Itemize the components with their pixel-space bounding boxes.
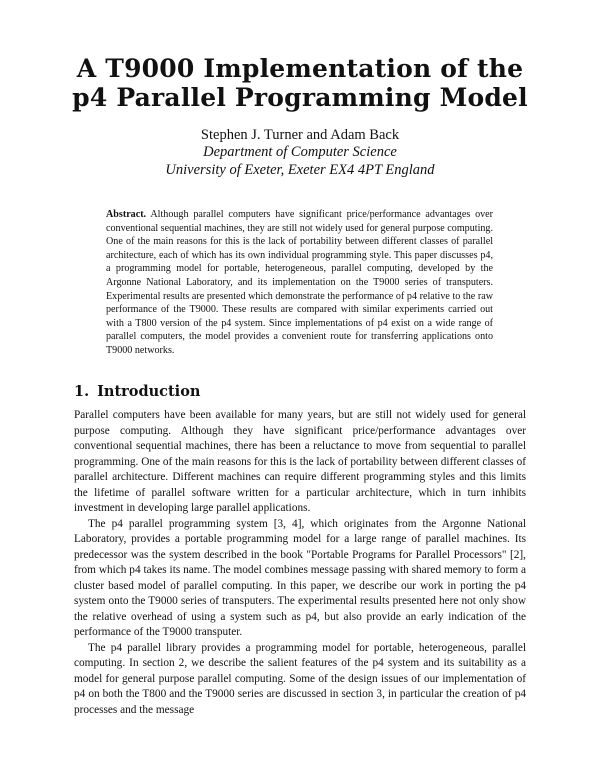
title-line-2: p4 Parallel Programming Model	[72, 83, 528, 112]
section-title: Introduction	[97, 383, 201, 400]
abstract-text: Although parallel computers have significant price/performance advantages over conventional sequential machines, they are still not widely used for general purpose computing. One of the main reasons for this is the lack of portability between different classes of parallel architecture, each of which has its own individual programming style. This paper discusses p4, a programming model for portable, heterogeneous, parallel computing, developed by the Argonne National Laboratory, and its implementation on the T9000 series of transputers. Experimental results are presented which demonstrate the performance of p4 relative to the raw performance of the T9000. These results are compared with similar experiments carried out with a T800 version of the p4 system. Since implementations of p4 exist on a wide range of parallel computers, the model provides a convenient route for transferring applications onto T9000 networks.	[106, 209, 494, 356]
paragraph: Parallel computers have been available for many years, but are still not widely used for general purpose computing. Although they have significant price/performance advantages over conventional sequential machines, there has been a reluctance to move from sequential to parallel programming. One of the main reasons for this is the lack of portability between different classes of parallel architecture. Different machines can require different programming styles and this limits the lifetime of parallel software written for a particular architecture, which in turn inhibits investment in developing large parallel applications.	[74, 409, 526, 514]
section-number: 1.	[74, 383, 90, 400]
paper-title	[0, 54, 600, 112]
department: Department of Computer Science	[203, 144, 397, 160]
title-line-1: A T9000 Implementation of the	[76, 54, 524, 83]
author-names: Stephen J. Turner and Adam Back	[200, 127, 400, 143]
abstract-label: Abstract.	[106, 209, 147, 220]
section-heading	[74, 383, 200, 401]
university-address: University of Exeter, Exeter EX4 4PT England	[165, 162, 435, 178]
paragraph: The p4 parallel library provides a programming model for portable, heterogeneous, parallel computing. In section 2, we describe the salient features of the p4 system and its suitability as a model for general purpose parallel computing. Some of the design issues of our implementation of p4 on both the T800 and the T9000 series are discussed in section 3, in particular the creation of p4 processes and the message	[74, 641, 526, 716]
abstract	[106, 208, 493, 358]
section-body	[74, 408, 526, 718]
paragraph: The p4 parallel programming system [3, 4], which originates from the Argonne National Laboratory, provides a portable programming model for a large range of parallel machines. Its predecessor was the system described in the book "Portable Programs for Parallel Processors" [2], from which p4 takes its name. The model combines message passing with shared memory to form a cluster based model of parallel computing. In this paper, we describe our work in porting the p4 system onto the T9000 series of transputers. The experimental results presented here not only show the relative overhead of using a system such as p4, but also provide an early indication of the performance of the T9000 transputer.	[74, 517, 526, 638]
